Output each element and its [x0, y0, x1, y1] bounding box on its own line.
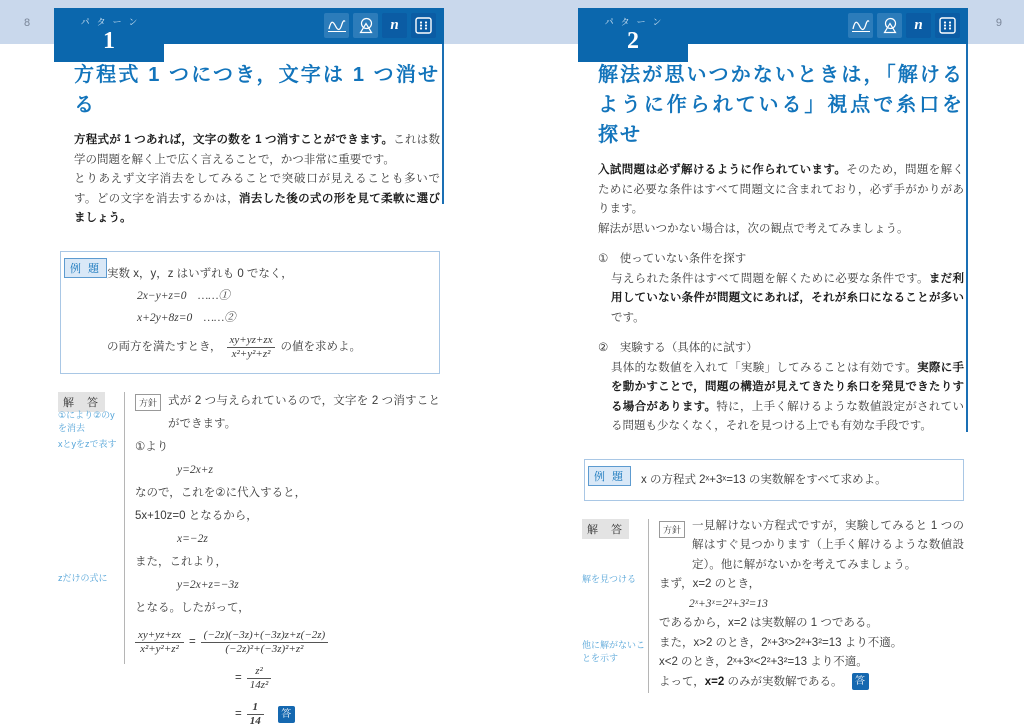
answer-badge: 答 [278, 706, 295, 723]
right-page [578, 0, 968, 727]
item-text: 与えられた条件はすべて問題を解くために必要な条件です。 [611, 272, 929, 285]
solution-section [58, 390, 440, 727]
item-emphasis: まだ利用していない条件が問題文にあれば，それが糸口になることが多い [611, 272, 964, 304]
fraction: $\frac{xy+yz+zx}{\text{x²+y²+z²}}$ [227, 334, 276, 361]
solution-line: となる。したがって， [135, 601, 250, 614]
solution-line: であるから，x=2 は実数解の 1 つである。 [659, 617, 878, 629]
intro-emphasis: 消去した後の式の形を見て柔軟に選びましょう。 [74, 192, 440, 224]
conclusion-pre: よって， [659, 675, 705, 688]
answer-badge: 答 [852, 673, 869, 690]
equation-row [235, 665, 440, 692]
geometry-icon [877, 13, 902, 38]
solution-line: 5x+10z=0 となるから， [135, 509, 258, 522]
item-heading: ② 実験する（具体的に試す） [598, 342, 758, 354]
pattern-number: 1 [103, 28, 115, 54]
left-page [54, 0, 444, 727]
solution-line: なので，これを②に代入すると， [135, 486, 307, 499]
number-icon: n [906, 13, 931, 38]
page-content [58, 60, 441, 727]
example-line: x の方程式 2ˣ+3ˣ=13 の実数解をすべて求めよ。 [641, 473, 887, 486]
solution-line: また，これより， [135, 555, 227, 568]
number-icon: n [382, 13, 407, 38]
function-graph-icon [848, 13, 873, 38]
section-rule [442, 44, 444, 204]
item-emphasis: 実際に手を動かすことで，問題の構造が見えてきたり糸口を発見できたりする場合があります。 [611, 361, 965, 413]
policy-row [135, 390, 440, 436]
fraction: $\frac{(-2z)(-3z)+(-3z)z+z(-2z)}{\text{(−2z)²+(−3z)²+z²}}$ [201, 629, 329, 656]
section-rule [966, 44, 968, 432]
conclusion-post: のみが実数解である。 [724, 675, 843, 688]
intro-paragraph [598, 161, 964, 437]
equals-sign: = [235, 708, 242, 720]
pattern-label: パターン [80, 17, 145, 27]
example-equation-1: 2x−y+z=0 ……① [137, 289, 230, 302]
policy-label: 方針 [659, 521, 685, 538]
fraction: $\frac{xy+yz+zx}{\text{x²+y²+z²}}$ [135, 629, 184, 656]
geometry-icon [353, 13, 378, 38]
solution-line: また，x>2 のとき，2ˣ+3ˣ>2²+3²=13 より不適。 [659, 636, 903, 649]
policy-text: 一見解けない方程式ですが，実験してみると 1 つの解はすぐ見つかります（上手く解けるような数値設定）。他に解がないかを考えてみましょう。 [692, 519, 964, 571]
topic-icons [324, 13, 436, 38]
example-label: 例 題 [588, 466, 631, 486]
example-line: 実数 x，y，z はいずれも 0 でなく， [107, 267, 293, 280]
pattern-title: 解法が思いつかないときは，「解けるように作られている」視点で糸口を探せ [598, 64, 964, 146]
intro-text: 解法が思いつかない場合は，次の観点で考えてみましょう。 [598, 222, 909, 235]
fraction: $\frac{\text{z²}}{\text{14z²}}$ [247, 665, 272, 692]
item-text: 具体的な数値を入れて「実験」してみることは有効です。 [611, 361, 918, 374]
dot-grid-icon [935, 13, 960, 38]
solution-label: 解 答 [582, 519, 629, 539]
equation-row [235, 701, 440, 727]
conclusion-answer: x=2 [704, 675, 725, 688]
intro-text: そのため，問題を解くために必要な条件はすべて問題文に含まれており，必ず手がかりがあります。 [598, 164, 965, 215]
intro-text: とりあえず文字消去をしてみることで突破口が見えることも多いです。どの文字を消去するかは， [74, 173, 440, 205]
equals-sign: = [188, 636, 196, 648]
solution-equation: y=2x+z [177, 463, 213, 476]
example-label: 例 題 [64, 258, 107, 278]
equation-row [135, 629, 440, 656]
question-post: の値を求めよ。 [280, 341, 361, 353]
example-equation-2: x+2y+8z=0 ……② [137, 311, 236, 324]
question-pre: の両方を満たすとき， [107, 341, 222, 353]
margin-note: zだけの式に [58, 572, 108, 583]
intro-paragraph [74, 131, 440, 229]
pattern-label: パターン [604, 17, 669, 27]
margin-note: 解を見つける [582, 573, 637, 584]
policy-text: 式が 2 つ与えられているので，文字を 2 つ消すことができます。 [168, 394, 440, 430]
topic-icons [848, 13, 960, 38]
solution-line: x<2 のとき，2ˣ+3ˣ<2²+3²=13 より不適。 [659, 656, 868, 668]
pattern-box [578, 8, 688, 62]
solution-line: まず，x=2 のとき， [659, 578, 761, 590]
dot-grid-icon [411, 13, 436, 38]
solution-section [582, 517, 964, 693]
pattern-title: 方程式 1 つにつき，文字は 1 つ消せる [74, 64, 440, 116]
margin-note: 他に解がないことを示す [582, 639, 646, 663]
margin-note: xとyをzで表す [58, 438, 117, 449]
item-heading: ① 使っていない条件を探す [598, 253, 747, 265]
example-question-line [107, 334, 429, 361]
intro-text: これは数学の問題を解く上で広く言えることで，かつ非常に重要です。 [74, 134, 441, 166]
policy-row [659, 517, 964, 576]
solution-divider [648, 519, 649, 693]
policy-label: 方針 [135, 394, 161, 411]
solution-line: ①より [135, 440, 169, 453]
solution-equation: x=−2z [177, 532, 208, 545]
intro-emphasis: 方程式が 1 つあれば，文字の数を 1 つ消すことができます。 [74, 134, 394, 146]
margin-note: ①により②のyを消去 [58, 409, 115, 433]
example-box [60, 251, 440, 374]
item-body [598, 270, 964, 329]
item-text: 特に，上手く解けるような数値設定がされている問題も少なくなく，それを見つける上でも有効な手段です。 [611, 400, 964, 432]
equals-sign: = [235, 672, 242, 684]
fraction-answer: $\frac{1}{14}$ [247, 701, 264, 727]
viewpoint-item-2 [598, 339, 964, 437]
intro-emphasis: 入試問題は必ず解けるように作られています。 [598, 164, 847, 176]
item-body [598, 359, 964, 437]
solution-conclusion [659, 673, 964, 693]
viewpoint-item-1 [598, 250, 964, 328]
solution-label: 解 答 [58, 392, 105, 412]
pattern-number: 2 [627, 28, 639, 54]
solution-equation: y=2x+z=−3z [177, 578, 239, 591]
page-content [582, 60, 965, 692]
page-number-left: 8 [24, 17, 31, 29]
page-number-right: 9 [995, 17, 1002, 29]
solution-divider [124, 392, 125, 664]
pattern-box [54, 8, 164, 62]
solution-equation: 2ˣ+3ˣ=2²+3²=13 [689, 597, 768, 610]
function-graph-icon [324, 13, 349, 38]
example-box [584, 459, 964, 501]
item-text: です。 [611, 311, 645, 324]
